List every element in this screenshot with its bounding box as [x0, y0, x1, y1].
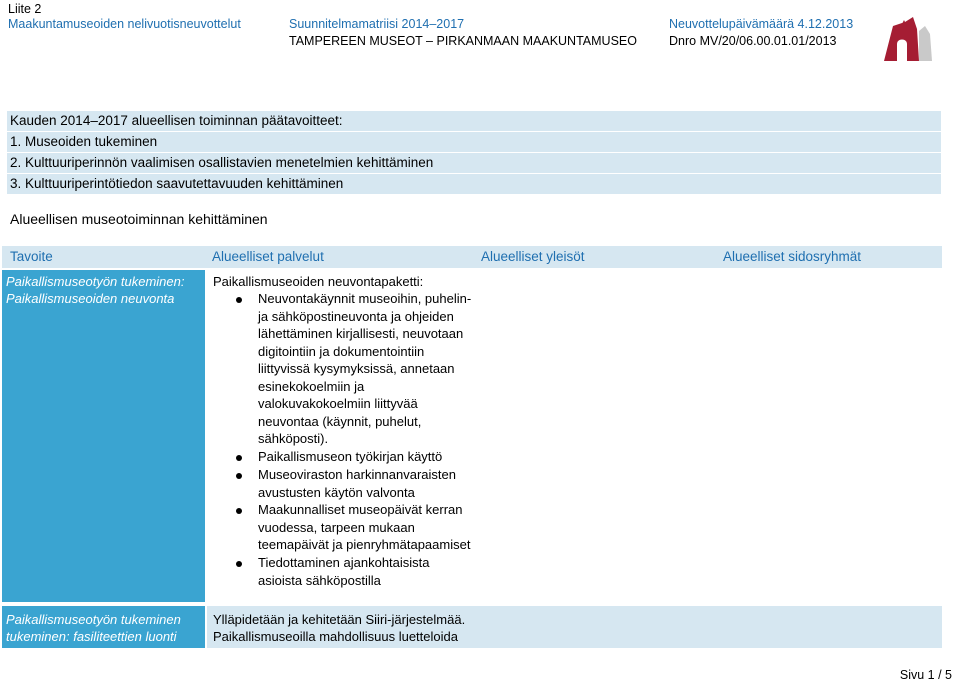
table-header — [2, 246, 942, 268]
organization-name: TAMPEREEN MUSEOT – PIRKANMAAN MAAKUNTAMUSEO — [289, 34, 637, 48]
service-bullet: Tiedottaminen ajankohtaisista asioista sähköpostilla — [258, 555, 430, 588]
tampere-museums-logo-icon — [880, 14, 938, 62]
column-header-goal: Tavoite — [10, 249, 53, 264]
goal-text-line: Paikallismuseoiden neuvonta — [6, 291, 175, 306]
service-bullet: Maakunnalliset museopäivät kerran vuodessa, tarpeen mukaan teemapäivät ja pienryhmätapaamiset — [258, 502, 471, 552]
column-header-stakeholders: Alueelliset sidosryhmät — [723, 249, 862, 264]
main-goal-item: 1. Museoiden tukeminen — [7, 132, 941, 152]
section-title: Alueellisen museotoiminnan kehittäminen — [10, 211, 268, 227]
service-bullet: Neuvontakäynnit museoihin, puhelin- ja sähköpostineuvonta ja ohjeiden lähettäminen kirjallisesti, neuvotaan digitointiin ja dokumentointiin liittyvissä kysymyksissä, annetaan esinekokoelmiin ja valokuvakokoelmiin liittyvää neuvontaa (käynnit, puhelut, sähköposti). — [258, 291, 472, 446]
main-goal-item: 3. Kulttuuriperintötiedon saavutettavuuden kehittäminen — [7, 174, 941, 194]
bullet-icon — [236, 297, 242, 303]
attachment-label: Liite 2 — [8, 2, 42, 16]
goal-text-line: Paikallismuseotyön tukeminen: — [6, 274, 185, 289]
service-bullet: Paikallismuseon työkirjan käyttö — [258, 449, 443, 464]
service-text-line: Paikallismuseoilla mahdollisuus luetteloida — [213, 629, 458, 644]
goal-text-line: tukeminen: fasiliteettien luonti — [6, 629, 177, 644]
bullet-icon — [236, 508, 242, 514]
page-number: Sivu 1 / 5 — [899, 668, 952, 682]
bullet-icon — [236, 473, 242, 479]
service-package-title: Paikallismuseoiden neuvontapaketti: — [213, 274, 424, 289]
record-number: Dnro MV/20/06.00.01.01/2013 — [669, 34, 837, 48]
goal-text-line: Paikallismuseotyön tukeminen — [6, 612, 181, 627]
negotiation-date: Neuvottelupäivämäärä 4.12.2013 — [669, 17, 854, 31]
service-text-line: Ylläpidetään ja kehitetään Siiri-järjestelmää. — [213, 612, 466, 627]
service-bullet: Museoviraston harkinnanvaraisten avustusten käytön valvonta — [258, 467, 456, 500]
main-goals-heading: Kauden 2014–2017 alueellisen toiminnan päätavoitteet: — [7, 111, 941, 131]
column-header-services: Alueelliset palvelut — [212, 249, 324, 264]
table-row-1-goal-cell — [2, 270, 205, 602]
bullet-icon — [236, 561, 242, 567]
main-goal-item: 2. Kulttuuriperinnön vaalimisen osallistavien menetelmien kehittäminen — [7, 153, 941, 173]
plan-matrix-title: Suunnitelmamatriisi 2014–2017 — [289, 17, 465, 31]
bullet-icon — [236, 455, 242, 461]
document-title: Maakuntamuseoiden nelivuotisneuvottelut — [8, 17, 241, 31]
column-header-audiences: Alueelliset yleisöt — [481, 249, 585, 264]
